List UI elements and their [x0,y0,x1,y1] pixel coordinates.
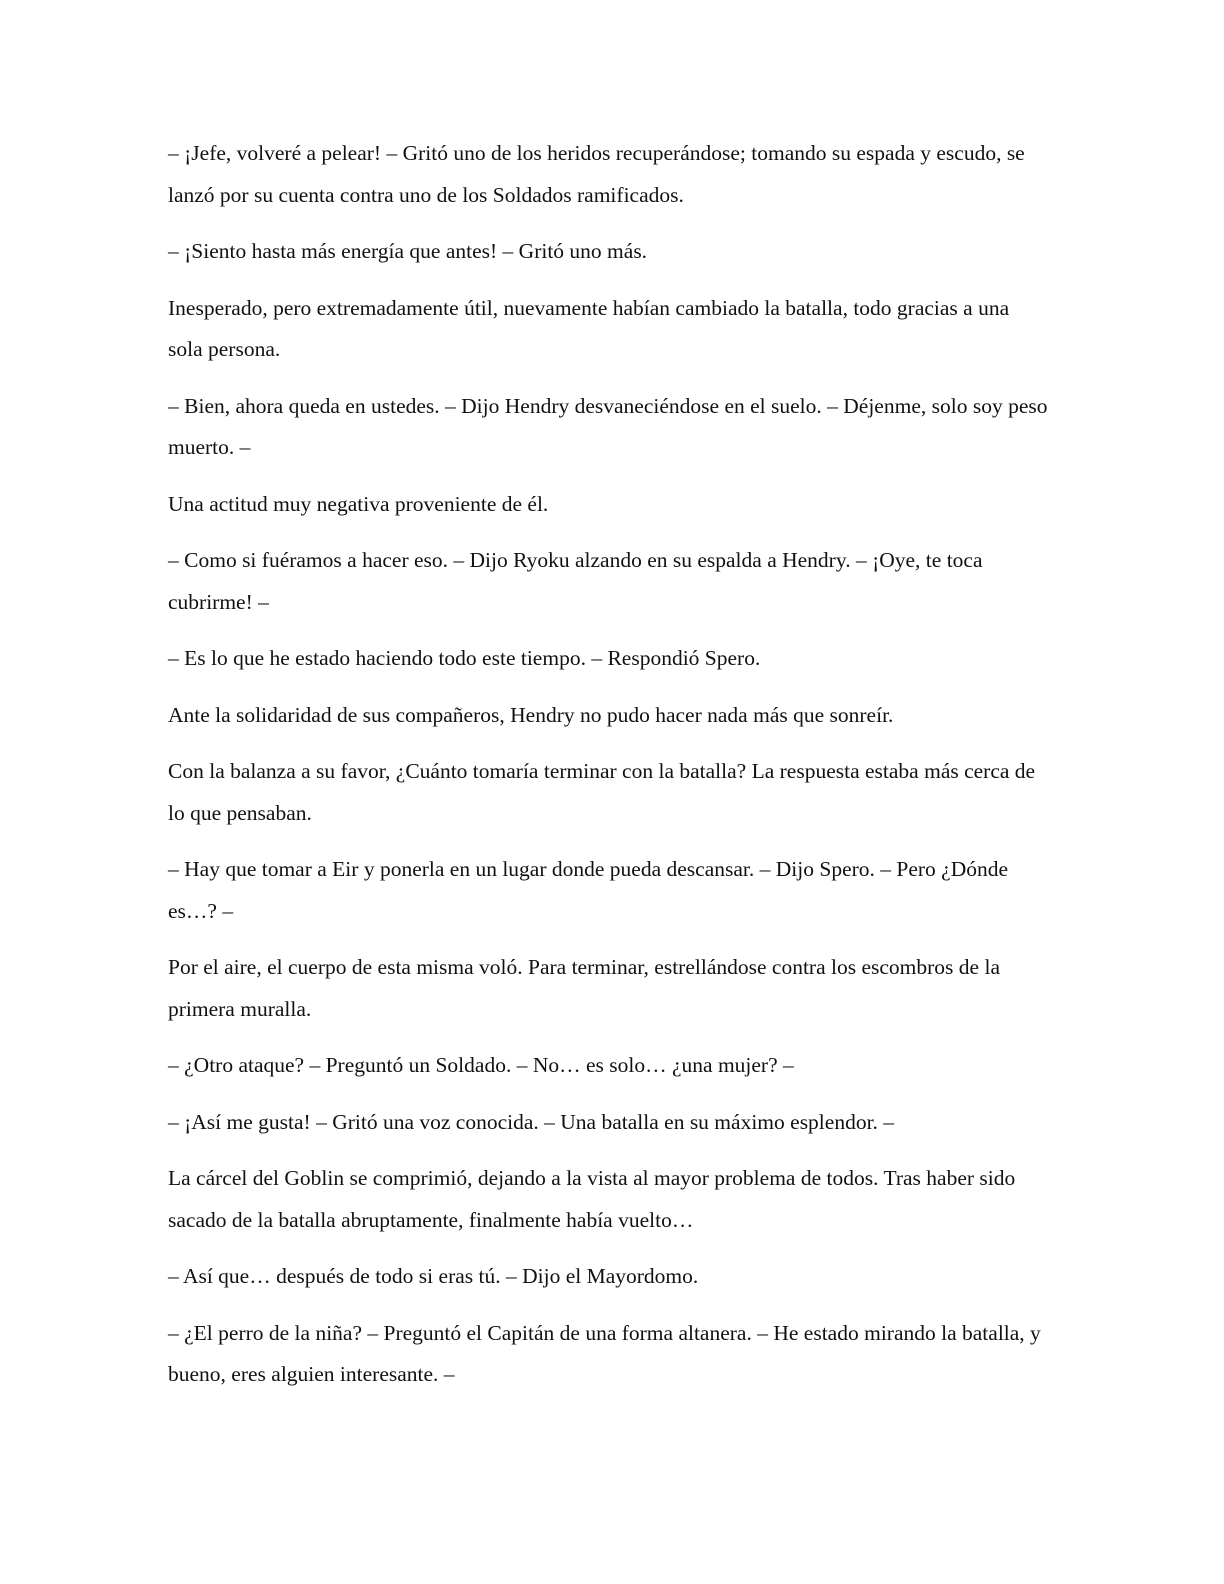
paragraph: – Es lo que he estado haciendo todo este tiempo. – Respondió Spero. [168,646,761,670]
paragraph: – ¿Otro ataque? – Preguntó un Soldado. – No… es solo… ¿una mujer? – [168,1053,794,1077]
paragraph: – ¡Así me gusta! – Gritó una voz conocida. – Una batalla en su máximo esplendor. – [168,1109,895,1134]
paragraph: – Como si fuéramos a hacer eso. – Dijo Ryoku alzando en su espalda a Hendry. – ¡Oye, te toca cubrirme! – [168,548,983,614]
paragraph: Ante la solidaridad de sus compañeros, Hendry no pudo hacer nada más que sonreír. [168,702,894,727]
paragraph: Por el aire, el cuerpo de esta misma voló. Para terminar, estrellándose contra los escombros de la primera muralla. [168,955,1000,1021]
paragraph: – Bien, ahora queda en ustedes. – Dijo Hendry desvaneciéndose en el suelo. – Déjenme, solo soy peso muerto. – [168,393,1048,459]
paragraph: Con la balanza a su favor, ¿Cuánto tomaría terminar con la batalla? La respuesta estaba más cerca de lo que pensaban. [168,759,1036,825]
paragraph: – Hay que tomar a Eir y ponerla en un lugar donde pueda descansar. – Dijo Spero. – Pero ¿Dónde es…? – [168,857,1009,923]
paragraph: – ¿El perro de la niña? – Preguntó el Capitán de una forma altanera. – He estado mirando la batalla, y bueno, eres alguien interesante. – [168,1320,1041,1386]
paragraph: – ¡Jefe, volveré a pelear! – Gritó uno de los heridos recuperándose; tomando su espada y escudo, se lanzó por su cuenta contra uno de los Soldados ramificados. [168,141,1025,207]
paragraph: – ¡Siento hasta más energía que antes! – Gritó uno más. [168,239,648,263]
document-page [168,133,1048,1411]
paragraph: Una actitud muy negativa proveniente de él. [168,491,549,516]
paragraph: – Así que… después de todo si eras tú. – Dijo el Mayordomo. [168,1264,699,1288]
paragraph: La cárcel del Goblin se comprimió, dejando a la vista al mayor problema de todos. Tras haber sido sacado de la batalla abruptamente, finalmente había vuelto… [168,1166,1016,1232]
paragraph: Inesperado, pero extremadamente útil, nuevamente habían cambiado la batalla, todo gracias a una sola persona. [168,295,1010,361]
